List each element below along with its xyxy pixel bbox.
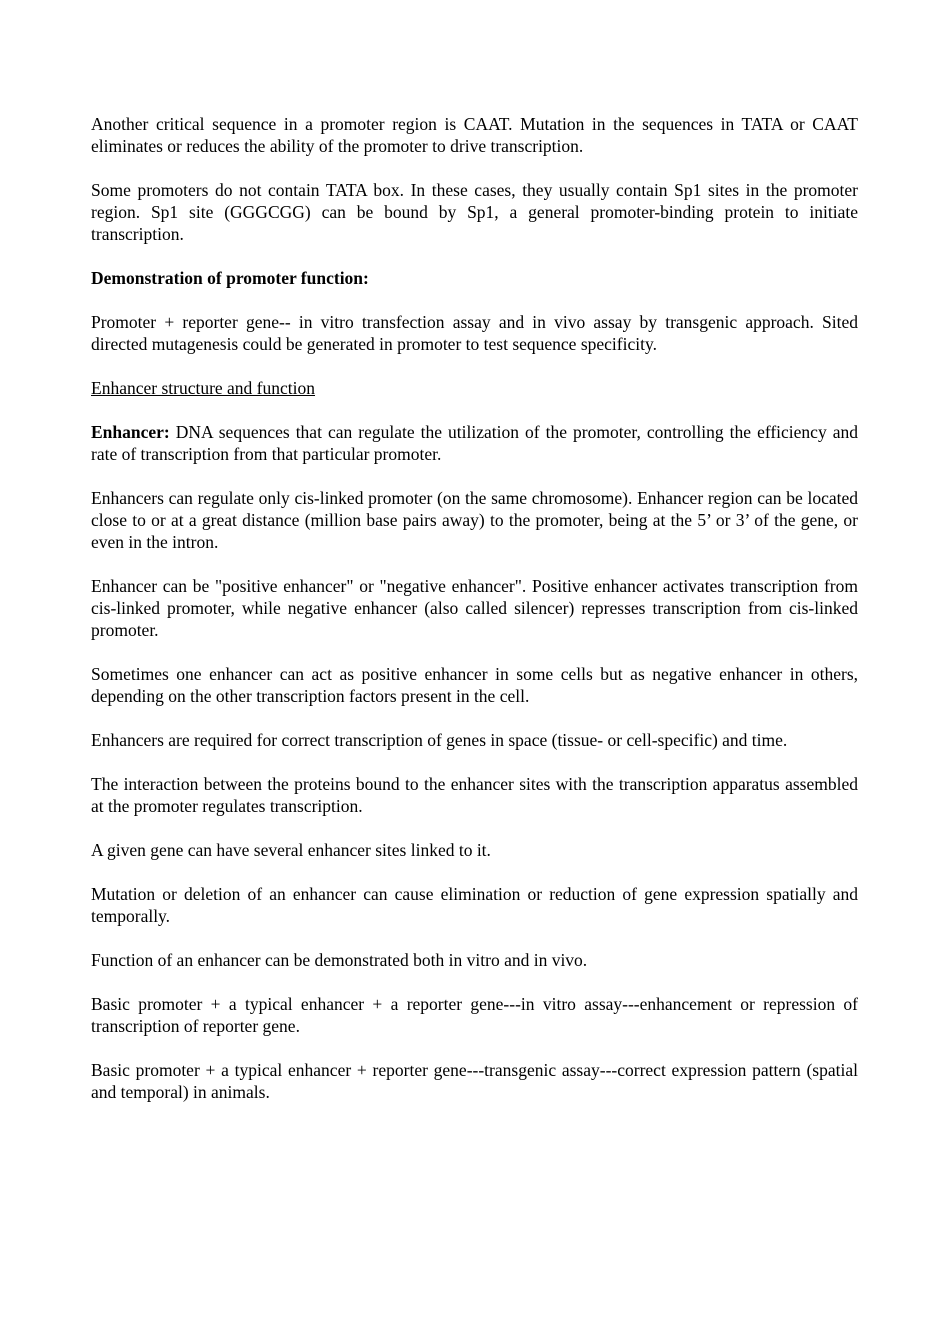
term-enhancer: Enhancer: — [91, 422, 170, 442]
paragraph-sp1: Some promoters do not contain TATA box. In these cases, they usually contain Sp1 sites in the promoter region. Sp1 site (GGGCGG) can be bound by Sp1, a general promoter-binding protein to initiate transcription. — [91, 180, 858, 244]
paragraph-caat: Another critical sequence in a promoter region is CAAT. Mutation in the sequences in TATA or CAAT eliminates or reduces the ability of the promoter to drive transcription. — [91, 114, 858, 156]
heading-promoter-function: Demonstration of promoter function: — [91, 268, 369, 288]
paragraph-positive-negative: Enhancer can be "positive enhancer" or "negative enhancer". Positive enhancer activates transcription from cis-linked promoter, while negative enhancer (also called silencer) represses transcription from cis-linked promoter. — [91, 576, 858, 640]
heading-enhancer-structure-text: Enhancer structure and function — [91, 378, 316, 398]
paragraph-mutation-deletion: Mutation or deletion of an enhancer can cause elimination or reduction of gene expression spatially and temporally. — [91, 884, 858, 926]
paragraph-enhancer-definition — [91, 421, 858, 465]
paragraph-in-vitro-assay: Basic promoter + a typical enhancer + a reporter gene---in vitro assay---enhancement or repression of transcription of reporter gene. — [91, 994, 858, 1036]
paragraph-transgenic-assay: Basic promoter + a typical enhancer + reporter gene---transgenic assay---correct expression pattern (spatial and temporal) in animals. — [91, 1060, 858, 1102]
paragraph-several-sites: A given gene can have several enhancer sites linked to it. — [91, 840, 491, 860]
paragraph-space-time: Enhancers are required for correct transcription of genes in space (tissue- or cell-specific) and time. — [91, 730, 788, 750]
paragraph-cis-linked: Enhancers can regulate only cis-linked promoter (on the same chromosome). Enhancer region can be located close to or at a great distance (million base pairs away) to the promoter, being at the 5’ or 3’ of the gene, or even in the intron. — [91, 488, 858, 552]
paragraph-context-dependent: Sometimes one enhancer can act as positive enhancer in some cells but as negative enhancer in others, depending on the other transcription factors present in the cell. — [91, 664, 858, 706]
paragraph-demonstration: Function of an enhancer can be demonstrated both in vitro and in vivo. — [91, 950, 588, 970]
paragraph-reporter-assay: Promoter + reporter gene-- in vitro transfection assay and in vivo assay by transgenic approach. Sited directed mutagenesis could be generated in promoter to test sequence specificity. — [91, 312, 858, 354]
paragraph-interaction: The interaction between the proteins bound to the enhancer sites with the transcription apparatus assembled at the promoter regulates transcription. — [91, 774, 858, 816]
enhancer-definition-text: DNA sequences that can regulate the utilization of the promoter, controlling the efficiency and rate of transcription from that particular promoter. — [91, 422, 858, 464]
heading-enhancer-structure — [91, 377, 858, 399]
document-page — [91, 113, 858, 1125]
